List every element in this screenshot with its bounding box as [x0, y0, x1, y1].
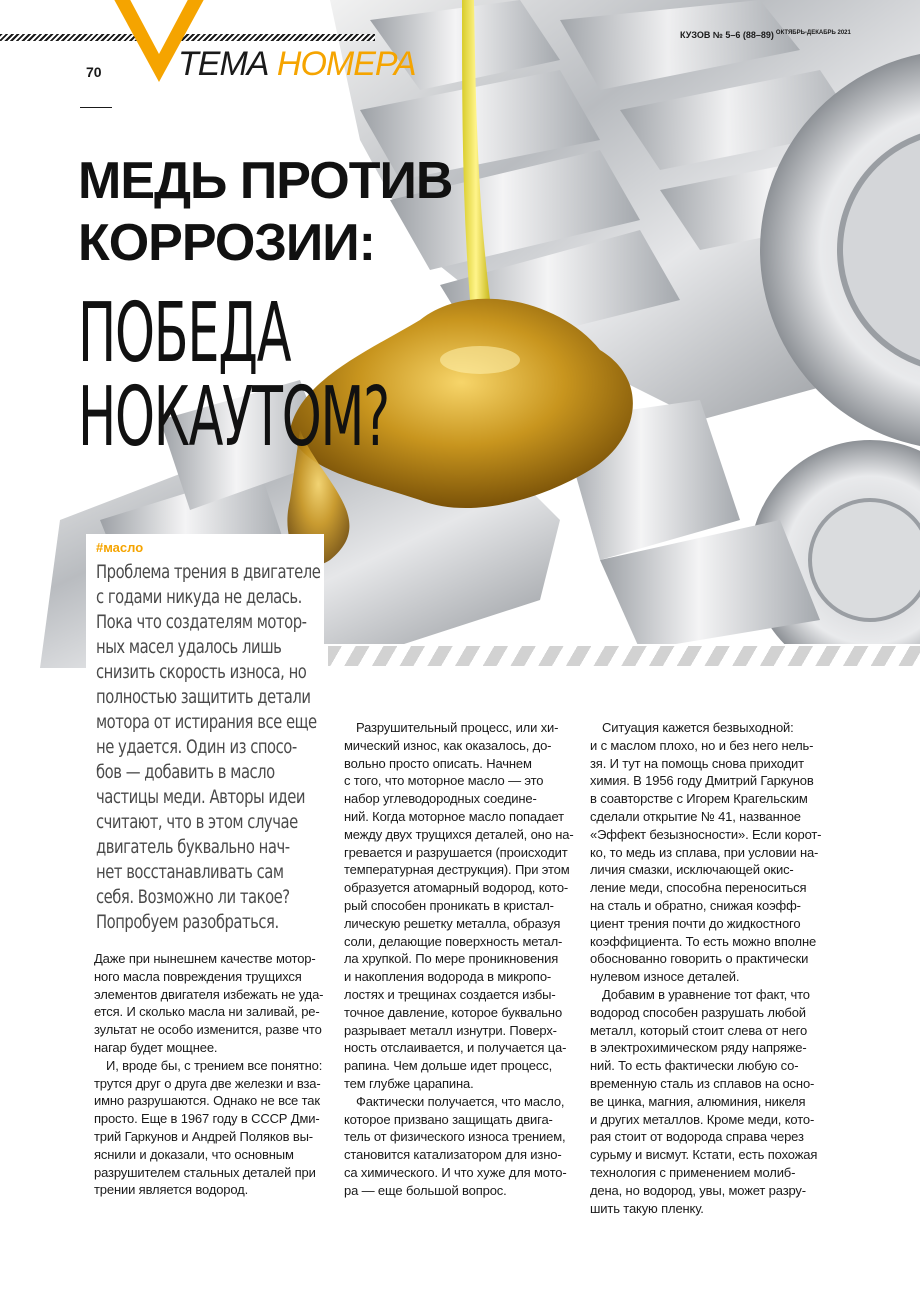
text-line: химия. В 1956 году Дмитрий Гаркунов — [590, 773, 814, 789]
section-title-word2: НОМЕРА — [276, 45, 416, 83]
page-number: 70 — [86, 64, 102, 80]
text-line: мический износ, как оказалось, до- — [344, 737, 552, 753]
text-line: имно разрушаются. Однако не все так — [94, 1093, 320, 1109]
text-line: трутся друг о друга две железки и вза- — [94, 1075, 321, 1091]
text-line: Проблема трения в двигателе — [96, 562, 321, 583]
text-line: яснили и доказали, что основным — [94, 1146, 294, 1162]
text-line: разрушителем стальных деталей при — [94, 1164, 316, 1180]
text-line: набор углеводородных соедине- — [344, 791, 537, 807]
text-line: разрывает металл изнутри. Поверх- — [344, 1022, 557, 1038]
text-line: температурная деструкция). При этом — [344, 862, 570, 878]
text-line: ве цинка, магния, алюминия, никеля — [590, 1093, 806, 1109]
text-line: частицы меди. Авторы идеи — [96, 787, 306, 808]
text-line: тель от физического износа трением, — [344, 1129, 566, 1145]
text-line: временную сталь из сплавов на осно- — [590, 1075, 815, 1091]
section-title — [178, 46, 416, 82]
text-line: на сталь и обратно, снижая коэфф- — [590, 897, 801, 913]
headline-line: НОКАУТОМ? — [78, 370, 389, 465]
text-line: вольно просто описать. Начнем — [344, 755, 532, 771]
text-line: Попробуем разобраться. — [96, 912, 279, 933]
text-line: сделали открытие № 41, названное — [590, 808, 801, 824]
text-line: ний. То есть фактически любую со- — [590, 1058, 799, 1074]
text-line: зя. И тут на помощь снова приходит — [590, 755, 804, 771]
text-line: снизить скорость износа, но — [96, 662, 307, 683]
text-line: Фактически получается, что масло, — [356, 1093, 565, 1109]
text-line: личия смазки, исключающей окис- — [590, 862, 794, 878]
issue-date: ОКТЯБРЬ-ДЕКАБРЬ 2021 — [775, 30, 851, 36]
text-line: трий Гаркунов и Андрей Поляков вы- — [94, 1128, 313, 1144]
text-line: «Эффект безызносности». Если корот- — [590, 826, 822, 842]
text-line: трении является водород. — [94, 1182, 249, 1198]
text-line: шить такую пленку. — [590, 1200, 704, 1216]
text-line: между двух трущихся деталей, оно на- — [344, 826, 574, 842]
text-line: ра — еще большой вопрос. — [344, 1182, 507, 1198]
text-line: Добавим в уравнение тот факт, что — [602, 986, 810, 1002]
text-line: с годами никуда не делась. — [96, 587, 302, 608]
text-line: нагар будет мощнее. — [94, 1039, 218, 1055]
divider — [80, 107, 112, 108]
hazard-stripes — [328, 646, 920, 666]
magazine-issue-ref — [680, 30, 851, 40]
text-line: Пока что создателям мотор- — [96, 612, 307, 633]
text-line: Разрушительный процесс, или хи- — [356, 720, 559, 735]
text-line: ность отслаивается, и получается ца- — [344, 1040, 567, 1056]
text-line: в электрохимическом ряду напряже- — [590, 1040, 807, 1056]
text-line: нулевом износе деталей. — [590, 969, 740, 985]
text-line: соли, делающие поверхность метал- — [344, 933, 563, 949]
text-line: ных масел удалось лишь — [96, 637, 282, 658]
text-line: ко, то медь из сплава, при условии на- — [590, 844, 819, 860]
text-line: не удается. Один из спосо- — [96, 737, 297, 758]
text-line: циент трения почти до жидкостного — [590, 915, 801, 931]
text-line: И, вроде бы, с трением все понятно: — [106, 1057, 323, 1073]
body-column-1 — [94, 950, 334, 1199]
text-line: становится катализатором для изно- — [344, 1147, 562, 1163]
text-line: и накопления водорода в микропо- — [344, 969, 552, 985]
text-line: металл, который стоит слева от него — [590, 1022, 808, 1038]
text-line: себя. Возможно ли такое? — [96, 887, 290, 908]
text-line: рая стоит от водорода справа через — [590, 1129, 804, 1145]
text-line: водород способен разрушать любой — [590, 1004, 806, 1020]
text-line: полностью защитить детали — [96, 687, 311, 708]
text-line: точное давление, которое буквально — [344, 1004, 563, 1020]
headline-bold — [78, 150, 498, 274]
text-line: которое призвано защищать двига- — [344, 1111, 553, 1127]
text-line: лическую решетку металла, образуя — [344, 915, 561, 931]
text-line: с того, что моторное масло — это — [344, 773, 544, 789]
text-line: бов — добавить в масло — [96, 762, 275, 783]
text-line: ется. И сколько масла ни заливай, ре- — [94, 1004, 320, 1020]
text-line: рапина. Чем дольше идет процесс, — [344, 1058, 553, 1074]
text-line: обоснованно говорить о практически — [590, 951, 809, 967]
text-line: Даже при нынешнем качестве мотор- — [94, 951, 316, 966]
magazine-name: КУЗОВ № 5–6 (88–89) — [680, 30, 774, 40]
headline-line: ПОБЕДА — [78, 286, 291, 381]
text-line: и с маслом плохо, но и без него нель- — [590, 737, 814, 753]
headline-line: МЕДЬ ПРОТИВ — [78, 152, 453, 210]
text-line: нет восстанавливать сам — [96, 862, 284, 883]
text-line: сурьму и висмут. Кстати, есть похожая — [590, 1147, 818, 1163]
text-line: элементов двигателя избежать не уда- — [94, 986, 324, 1002]
text-line: ний. Когда моторное масло попадает — [344, 808, 564, 824]
text-line: коэффициента. То есть можно вполне — [590, 933, 817, 949]
text-line: и других металлов. Кроме меди, кото- — [590, 1111, 815, 1127]
text-line: дена, но водород, увы, может разру- — [590, 1182, 806, 1198]
hashtag[interactable]: #масло — [96, 540, 144, 555]
text-line: зультат не особо изменится, разве что — [94, 1022, 322, 1038]
text-line: ление меди, способна переноситься — [590, 880, 807, 896]
text-line: тем глубже царапина. — [344, 1075, 474, 1091]
lead-paragraph — [96, 560, 328, 935]
text-line: в соавторстве с Игорем Крагельским — [590, 791, 808, 807]
body-column-2 — [344, 719, 582, 1200]
text-line: рый способен проникать в кристал- — [344, 897, 554, 913]
text-line: са химического. И что хуже для мото- — [344, 1164, 567, 1180]
text-line: ного масла повреждения трущихся — [94, 968, 302, 984]
section-title-word1: ТЕМА — [178, 45, 269, 83]
text-line: технология с применением молиб- — [590, 1164, 796, 1180]
text-line: образуется атомарный водород, кото- — [344, 880, 569, 896]
headline-light — [78, 286, 389, 465]
body-column-3 — [590, 719, 830, 1217]
text-line: ла хрупкой. По мере проникновения — [344, 951, 559, 967]
text-line: двигатель буквально нач- — [96, 837, 290, 858]
text-line: Ситуация кажется безвыходной: — [602, 720, 794, 735]
text-line: лостях и трещинах создается избы- — [344, 986, 556, 1002]
headline-line: КОРРОЗИИ: — [78, 214, 375, 272]
text-line: просто. Еще в 1967 году в СССР Дми- — [94, 1111, 320, 1127]
text-line: считают, что в этом случае — [96, 812, 298, 833]
text-line: мотора от истирания все еще — [96, 712, 317, 733]
text-line: гревается и разрушается (происходит — [344, 844, 568, 860]
